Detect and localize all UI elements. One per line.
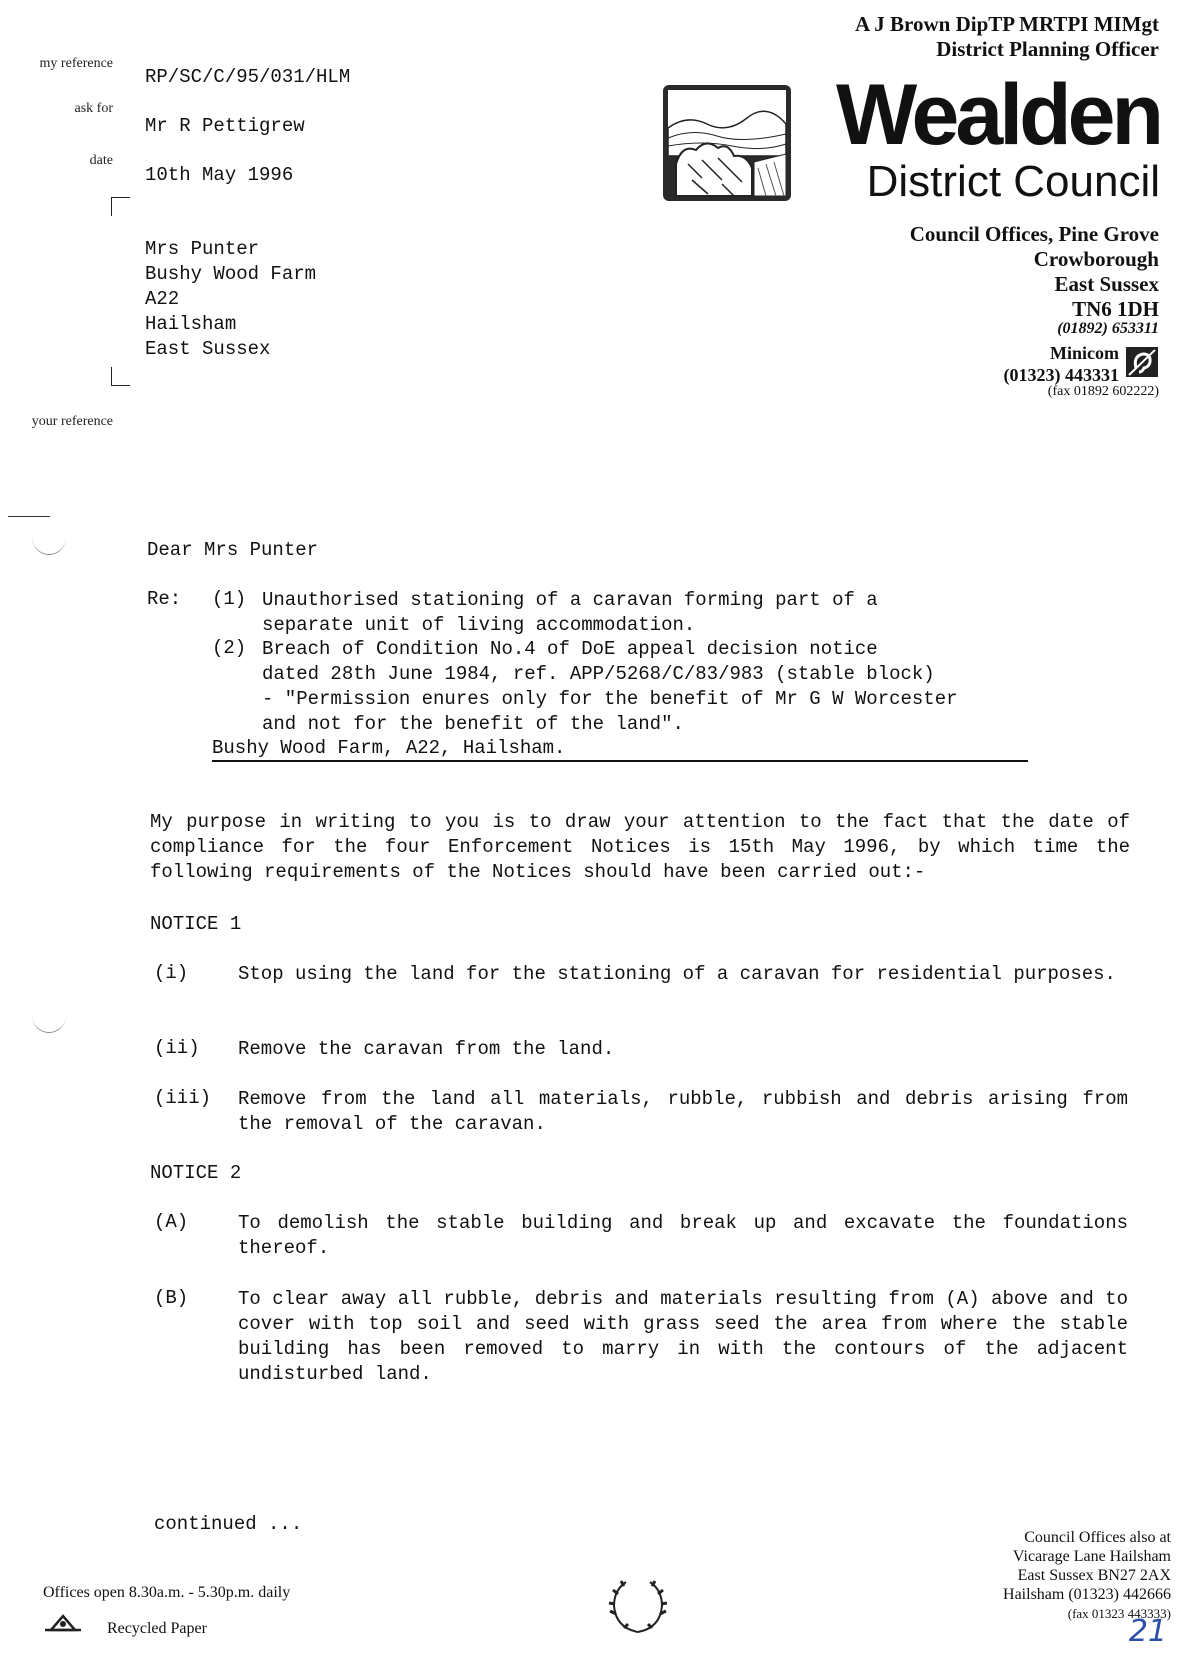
hearing-loop-icon	[1125, 346, 1159, 378]
recycled-paper: Recycled Paper	[107, 1620, 207, 1637]
recipient-address	[145, 237, 316, 362]
other-offices-line: Council Offices also at	[1024, 1529, 1171, 1546]
recipient-line: East Sussex	[145, 338, 271, 360]
re-line: separate unit of living accommodation.	[262, 614, 696, 636]
other-offices-line: Hailsham (01323) 442666	[1003, 1586, 1171, 1603]
punch-hole	[32, 998, 66, 1033]
re-line: and not for the benefit of the land".	[262, 713, 684, 735]
council-fax: (fax 01892 602222)	[1047, 384, 1159, 399]
ask-for-label: ask for	[74, 101, 113, 116]
notice-item-label: (ii)	[154, 1037, 200, 1059]
council-name-wealden: Wealden	[835, 67, 1160, 163]
re-line: Unauthorised stationing of a caravan forming part of a	[262, 589, 878, 611]
minicom-block	[1004, 342, 1120, 386]
page-number: 21	[1128, 1614, 1167, 1649]
landscape-logo-icon	[662, 84, 792, 202]
council-phone: (01892) 653311	[1057, 320, 1159, 337]
re-label: Re:	[147, 588, 182, 610]
address-line: Council Offices, Pine Grove	[909, 222, 1159, 246]
notice-item-text: Stop using the land for the stationing of a caravan for residential purposes.	[238, 963, 1116, 985]
address-line: East Sussex	[1054, 272, 1159, 296]
notice-heading: NOTICE 1	[150, 913, 242, 935]
continued-note: continued ...	[154, 1513, 303, 1535]
window-corner-top	[111, 197, 130, 216]
re-line: dated 28th June 1984, ref. APP/5268/C/83/983 (stable block)	[262, 663, 935, 685]
offices-open: Offices open 8.30a.m. - 5.30p.m. daily	[43, 1584, 291, 1601]
notice-item-label: (A)	[154, 1211, 189, 1233]
laurel-wreath-icon	[606, 1574, 670, 1638]
address-line: TN6 1DH	[1072, 297, 1159, 321]
council-name	[794, 67, 1160, 206]
council-name-district: District Council	[866, 157, 1160, 206]
my-reference: RP/SC/C/95/031/HLM	[145, 66, 351, 88]
re-item1-text	[262, 588, 878, 638]
notice-item-text: Remove the caravan from the land.	[238, 1038, 615, 1060]
other-offices-line: Vicarage Lane Hailsham	[1012, 1548, 1171, 1565]
re-location: Bushy Wood Farm, A22, Hailsham.	[212, 737, 566, 759]
notice-item-text: To clear away all rubble, debris and materials resulting from (A) above and to cover with top soil and seed with grass seed the area from where the stable building has been removed to marry in with the contours of the adjacent undisturbed land.	[238, 1288, 1128, 1385]
re-item1-number: (1)	[212, 588, 247, 610]
recipient-line: A22	[145, 288, 180, 310]
council-address	[910, 222, 1159, 322]
other-offices-line: East Sussex BN27 2AX	[1017, 1567, 1171, 1584]
council-logo	[662, 84, 792, 202]
notice-item-text: Remove from the land all materials, rubble, rubbish and debris arising from the removal of the caravan.	[238, 1088, 1128, 1135]
re-line: Breach of Condition No.4 of DoE appeal decision notice	[262, 638, 878, 660]
officer-name: A J Brown DipTP MRTPI MIMgt	[855, 12, 1159, 36]
recycle-icon	[43, 1612, 83, 1634]
date-label: date	[89, 153, 113, 168]
notice-item-text: To demolish the stable building and break up and excavate the foundations thereof.	[238, 1212, 1128, 1259]
minicom-number: (01323) 443331	[1003, 365, 1119, 385]
letter-date: 10th May 1996	[145, 164, 294, 186]
notice-item-label: (i)	[154, 962, 189, 984]
fold-mark	[8, 516, 50, 517]
your-reference-label: your reference	[31, 414, 113, 429]
address-line: Crowborough	[1033, 247, 1159, 271]
my-reference-label: my reference	[39, 56, 113, 71]
recipient-line: Mrs Punter	[145, 238, 260, 260]
officer-block	[855, 12, 1159, 62]
minicom-label: Minicom	[1050, 343, 1119, 363]
re-item2-text	[262, 637, 958, 737]
other-offices	[1003, 1528, 1171, 1623]
recipient-line: Bushy Wood Farm	[145, 263, 317, 285]
officer-title: District Planning Officer	[936, 37, 1159, 61]
re-line: - "Permission enures only for the benefit of Mr G W Worcester	[262, 688, 958, 710]
intro-paragraph: My purpose in writing to you is to draw your attention to the fact that the date of compliance for the four Enforcement Notices is 15th May 1996, by which time the following requirements of the Notices should have been carried out:-	[150, 811, 1130, 883]
other-offices-line: (fax 01323 443333)	[1067, 1606, 1171, 1621]
notice-heading: NOTICE 2	[150, 1162, 242, 1184]
notice-item-label: (iii)	[154, 1087, 212, 1109]
re-underline	[212, 760, 1028, 762]
salutation: Dear Mrs Punter	[147, 539, 319, 561]
re-item2-number: (2)	[212, 637, 247, 659]
recipient-line: Hailsham	[145, 313, 237, 335]
punch-hole	[32, 520, 66, 555]
ask-for: Mr R Pettigrew	[145, 115, 305, 137]
notice-item-label: (B)	[154, 1287, 189, 1309]
window-corner-bottom	[111, 367, 130, 386]
